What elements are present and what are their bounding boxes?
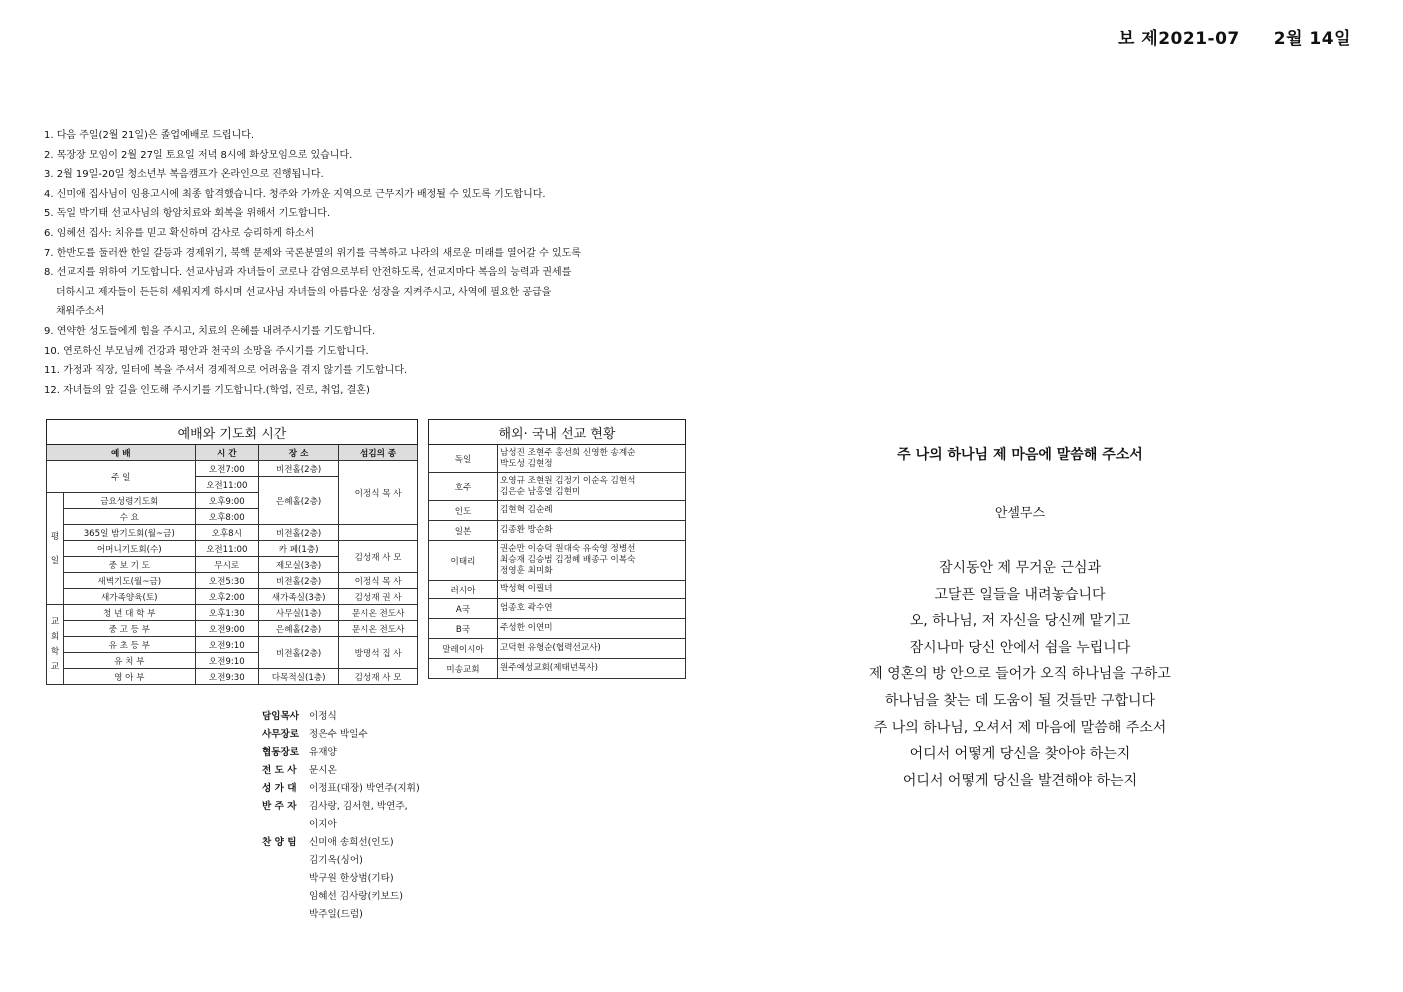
country-cell: 호주 [429, 473, 498, 501]
staff-role: 반 주 자 [262, 801, 297, 812]
poem-line: 하나님을 찾는 데 도움이 될 것들만 구합니다 [884, 692, 1156, 709]
notice-item: 11. 가정과 직장, 일터에 복을 주셔서 경제적으로 어려움을 겪지 않기를 기도합니다. [44, 365, 408, 377]
time-cell: 오전5:30 [195, 573, 258, 589]
names-line: 김은순 남홍열 김현미 [500, 486, 581, 497]
poem-line: 잠시나마 당신 안에서 쉼을 누립니다 [909, 639, 1131, 656]
service-name: 어머니기도회(수) [64, 541, 196, 557]
sunday-label: 주 일 [47, 461, 196, 493]
staff-names: 이정표(대장) 박연주(지휘) [309, 783, 420, 794]
notice-item: 12. 자녀들의 앞 길을 인도해 주시기를 기도합니다.(학업, 진로, 취업, 결혼) [44, 384, 370, 396]
time-cell: 오전9:00 [195, 621, 258, 637]
leader-cell: 김성재 사 모 [339, 669, 418, 685]
place-cell: 비전홀(2층) [258, 525, 338, 541]
place-cell: 제모실(3층) [258, 557, 338, 573]
poem-line: 잠시동안 제 무거운 근심과 [938, 560, 1102, 576]
place-cell: 다목적실(1층) [258, 669, 338, 685]
time-cell: 오후8시 [195, 525, 258, 541]
staff-names: 유재양 [309, 747, 337, 758]
service-name: 중 보 기 도 [64, 557, 196, 573]
notice-item: 채워주소서 [56, 306, 105, 318]
staff-names: 신미애 송희선(인도) [309, 837, 394, 848]
country-cell: 미송교회 [429, 659, 498, 679]
time-cell: 오전9:30 [195, 669, 258, 685]
missionary-names: 박성혁 이필녀 [498, 581, 686, 599]
time-cell: 오후1:30 [195, 605, 258, 621]
service-name: 중 고 등 부 [64, 621, 196, 637]
poem-line: 고달픈 일들을 내려놓습니다 [934, 586, 1106, 603]
time-cell: 오전11:00 [195, 477, 258, 493]
missionary-names: 김현혁 김순례 [498, 501, 686, 521]
missionary-names [498, 445, 686, 473]
service-name: 새벽기도(월~금) [64, 573, 196, 589]
place-cell: 새가족실(3층) [258, 589, 338, 605]
time-cell: 오전11:00 [195, 541, 258, 557]
staff-names: 이정식 [309, 711, 337, 722]
place-cell: 비전홀(2층) [258, 461, 338, 477]
staff-names: 임혜선 김사랑(키보드) [309, 891, 403, 902]
staff-row [262, 744, 420, 762]
leader-cell: 문시온 전도사 [339, 621, 418, 637]
poem-title: 주 나의 하나님 제 마음에 말씀해 주소서 [897, 447, 1143, 463]
staff-names: 김사랑, 김서현, 박연주, [309, 801, 408, 812]
names-line: 권순만 이승덕 원대숙 유숙영 정병선 [500, 544, 636, 554]
staff-names: 김기옥(싱어) [309, 855, 363, 866]
school-group-label: 교회학교 [47, 605, 64, 685]
staff-list [262, 708, 420, 924]
missionary-names: 엄종호 곽수연 [498, 599, 686, 619]
place-cell: 카 페(1층) [258, 541, 338, 557]
time-cell: 오전9:10 [195, 637, 258, 653]
missionary-names: 김종환 방순화 [498, 521, 686, 541]
col-header: 장 소 [258, 445, 338, 461]
bulletin-header [1118, 24, 1351, 49]
time-cell: 오후9:00 [195, 493, 258, 509]
leader-cell: 이정식 목 사 [339, 461, 418, 525]
place-cell: 은혜홀(2층) [258, 477, 338, 525]
time-cell: 오후2:00 [195, 589, 258, 605]
service-name: 금요성령기도회 [64, 493, 196, 509]
staff-row [262, 708, 420, 726]
notice-item: 8. 선교지를 위하여 기도합니다. 선교사님과 자녀들이 코로나 감염으로부터 안전하도록, 선교지마다 복음의 능력과 권세를 [44, 267, 572, 279]
worship-schedule-table [46, 419, 418, 685]
poem-line: 오, 하나님, 저 자신을 당신께 맡기고 [909, 613, 1131, 630]
staff-names: 이지아 [309, 819, 337, 830]
staff-role: 찬 양 팀 [262, 837, 297, 848]
staff-names: 정은수 박일수 [309, 729, 368, 740]
poem-line: 어디서 어떻게 당신을 발견해야 하는지 [902, 772, 1138, 789]
staff-row [262, 798, 420, 816]
service-name: 수 요 [64, 509, 196, 525]
col-header: 예 배 [47, 445, 196, 461]
notice-item: 3. 2월 19일-20일 청소년부 복음캠프가 온라인으로 진행됩니다. [44, 169, 324, 181]
weekday-group-label: 평 일 [47, 493, 64, 605]
missions-table [428, 419, 686, 679]
notice-item: 5. 독일 박기태 선교사님의 항암치료와 회복을 위해서 기도합니다. [44, 208, 331, 220]
service-name: 유 치 부 [64, 653, 196, 669]
time-cell: 오전9:10 [195, 653, 258, 669]
time-cell: 무시로 [195, 557, 258, 573]
poem-author: 안셀무스 [994, 506, 1046, 521]
missions-caption: 해외· 국내 선교 현황 [429, 420, 686, 445]
staff-names: 박주일(드럼) [309, 909, 363, 920]
missionary-names [498, 473, 686, 501]
country-cell: B국 [429, 619, 498, 639]
notice-item: 더하시고 제자들이 든든히 세워지게 하시며 선교사님 자녀들의 아름다운 성장을 지켜주시고, 사역에 필요한 공급을 [56, 286, 552, 298]
poem [820, 444, 1220, 794]
notice-item: 2. 목장장 모임이 2월 27일 토요일 저녁 8시에 화상모임으로 있습니다. [44, 149, 353, 161]
country-cell: 일본 [429, 521, 498, 541]
country-cell: 이태리 [429, 541, 498, 581]
missionary-names [498, 541, 686, 581]
notice-item: 10. 연로하신 부모님께 건강과 평안과 천국의 소망을 주시기를 기도합니다. [44, 345, 369, 357]
notice-item: 4. 신미애 집사님이 임용고시에 최종 합격했습니다. 청주와 가까운 지역으로 근무지가 배정될 수 있도록 기도합니다. [44, 188, 546, 200]
service-name: 365일 밤기도회(월~금) [64, 525, 196, 541]
poem-line: 제 영혼의 방 안으로 들어가 오직 하나님을 구하고 [869, 666, 1171, 683]
names-line: 정영훈 최미화 [500, 566, 553, 576]
staff-row [262, 780, 420, 798]
service-name: 영 아 부 [64, 669, 196, 685]
missionary-names: 원주예성교회(제태년목사) [498, 659, 686, 679]
time-cell: 오전7:00 [195, 461, 258, 477]
staff-role: 협동장로 [262, 747, 300, 758]
staff-names: 문시온 [309, 765, 337, 776]
names-line: 남성진 조현주 홍선희 신영한 송계순 [500, 447, 636, 458]
staff-row [262, 726, 420, 744]
names-line: 오영규 조현원 김정기 이순옥 김현석 [500, 475, 636, 486]
country-cell: 말레이시아 [429, 639, 498, 659]
place-cell: 비전홀(2층) [258, 573, 338, 589]
issue-number: 보 제2021-07 [1117, 29, 1240, 49]
time-cell: 오후8:00 [195, 509, 258, 525]
staff-row [262, 762, 420, 780]
country-cell: 인도 [429, 501, 498, 521]
place-cell: 은혜홀(2층) [258, 621, 338, 637]
staff-row [262, 834, 420, 852]
place-cell: 사무실(1층) [258, 605, 338, 621]
staff-role: 전 도 사 [262, 765, 297, 776]
notice-item: 9. 연약한 성도들에게 힘을 주시고, 치료의 은혜를 내려주시기를 기도합니다. [44, 325, 376, 337]
notices-list [44, 126, 694, 400]
staff-role: 담임목사 [262, 711, 300, 722]
names-line: 최승재 김승범 김정혜 배종구 이복숙 [500, 555, 636, 565]
notice-item: 1. 다음 주일(2월 21일)은 졸업예배로 드립니다. [44, 130, 255, 141]
leader-cell: 김성재 권 사 [339, 589, 418, 605]
names-line: 박도성 김현정 [500, 458, 553, 469]
service-name: 새가족양육(토) [64, 589, 196, 605]
notice-item: 6. 임혜선 집사: 치유를 믿고 확신하며 감사로 승리하게 하소서 [44, 227, 315, 239]
leader-cell: 방명석 집 사 [339, 637, 418, 669]
schedule-caption: 예배와 기도회 시간 [47, 420, 418, 445]
poem-line: 어디서 어떻게 당신을 찾아야 하는지 [909, 746, 1131, 763]
staff-role: 성 가 대 [262, 783, 297, 794]
country-cell: A국 [429, 599, 498, 619]
leader-cell [339, 525, 418, 541]
service-name: 유 초 등 부 [64, 637, 196, 653]
col-header: 섬김의 종 [339, 445, 418, 461]
country-cell: 러시아 [429, 581, 498, 599]
issue-date: 2월 14일 [1273, 29, 1351, 49]
col-header: 시 간 [195, 445, 258, 461]
missionary-names: 주성한 이연미 [498, 619, 686, 639]
leader-cell: 이정식 목 사 [339, 573, 418, 589]
poem-body [820, 555, 1220, 794]
staff-names: 박구원 한상범(기타) [309, 873, 394, 884]
staff-role: 사무장로 [262, 729, 300, 740]
notice-item: 7. 한반도를 둘러싼 한일 갈등과 경제위기, 북핵 문제와 국론분열의 위기를 극복하고 나라의 새로운 미래를 열어갈 수 있도록 [44, 247, 581, 259]
country-cell: 독일 [429, 445, 498, 473]
leader-cell: 문시온 전도사 [339, 605, 418, 621]
place-cell: 비전홀(2층) [258, 637, 338, 669]
missionary-names: 고덕현 유형순(협력선교사) [498, 639, 686, 659]
service-name: 청 년 대 학 부 [64, 605, 196, 621]
poem-line: 주 나의 하나님, 오셔서 제 마음에 말씀해 주소서 [873, 719, 1167, 736]
leader-cell: 김성재 사 모 [339, 541, 418, 573]
